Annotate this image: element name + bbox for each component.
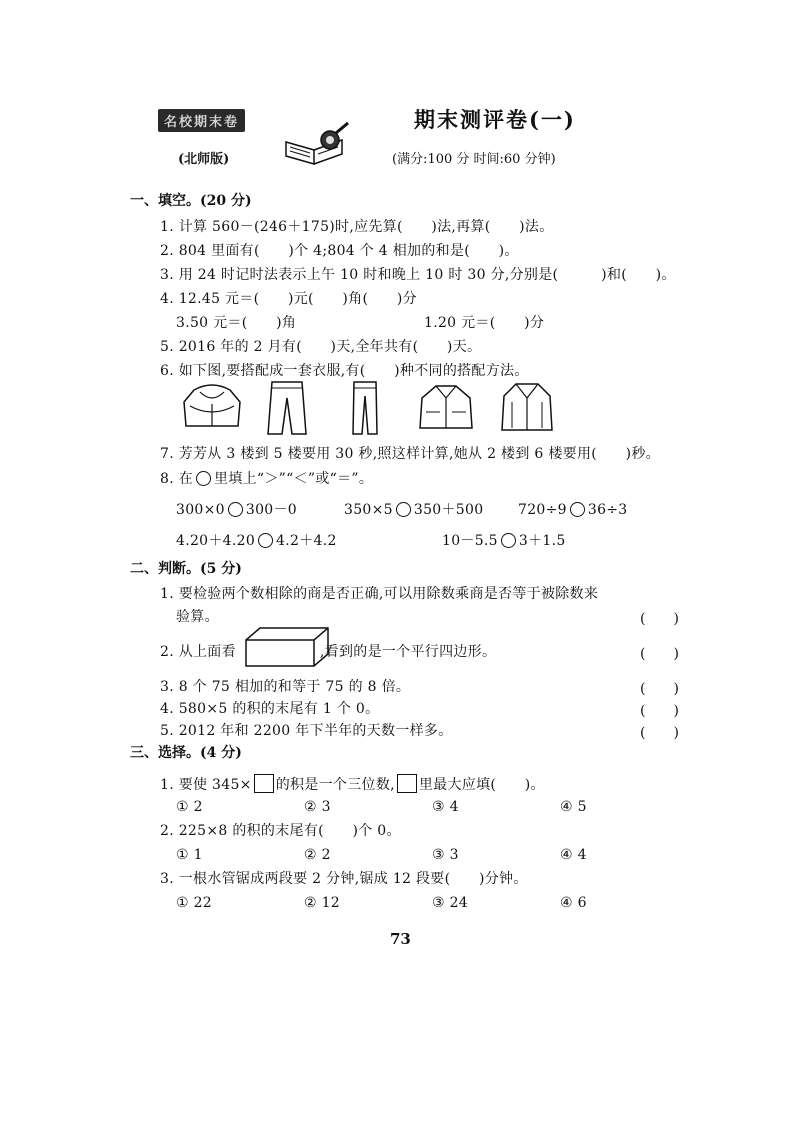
answer-circle[interactable] [258,533,273,548]
option-3-3-b[interactable]: ② 12 [304,895,341,911]
jacket-icon [418,382,474,432]
answer-circle[interactable] [228,502,243,517]
option-3-3-a[interactable]: ① 22 [176,895,213,911]
section-judge-heading: 二、判断。(5 分) [130,561,242,577]
question-2-4: 4. 580×5 的积的末尾有 1 个 0。 [160,701,380,717]
compare-item-2: 350×5 350＋500 [344,502,484,518]
answer-circle[interactable] [396,502,411,517]
pants-slim-icon [350,380,380,436]
question-1-7: 7. 芳芳从 3 楼到 5 楼要用 30 秒,照这样计算,她从 2 楼到 6 楼要用( )秒。 [160,446,660,462]
question-2-5: 5. 2012 年和 2200 年下半年的天数一样多。 [160,723,453,739]
compare-item-4: 4.20＋4.20 4.2＋4.2 [176,533,337,549]
option-3-2-c[interactable]: ③ 3 [432,847,459,863]
coat-icon [500,380,554,434]
option-3-3-d[interactable]: ④ 6 [560,895,587,911]
question-3-3: 3. 一根水管锯成两段要 2 分钟,锯成 12 段要( )分钟。 [160,871,528,887]
question-1-1: 1. 计算 560－(246＋175)时,应先算( )法,再算( )法。 [160,219,554,235]
section-fill-blank-heading: 一、填空。(20 分) [130,193,252,209]
section-choice-heading: 三、选择。(4 分) [130,745,242,761]
question-1-4a: 4. 12.45 元＝( )元( )角( )分 [160,291,417,307]
question-3-1: 1. 要使 345× 的积是一个三位数, 里最大应填( )。 [160,774,545,794]
option-3-1-d[interactable]: ④ 5 [560,799,587,815]
option-3-3-c[interactable]: ③ 24 [432,895,469,911]
question-2-2: 2. 从上面看 ,看到的是一个平行四边形。 [160,644,497,660]
answer-circle[interactable] [501,533,516,548]
option-3-2-b[interactable]: ② 2 [304,847,331,863]
edition-label: (北师版) [178,152,230,167]
question-1-2: 2. 804 里面有( )个 4;804 个 4 相加的和是( )。 [160,243,519,259]
book-magnifier-icon [282,120,352,168]
compare-item-3: 720÷9 36÷3 [518,502,628,518]
blank-box[interactable] [397,774,417,793]
option-3-1-a[interactable]: ① 2 [176,799,203,815]
question-1-8: 8. 在 里填上“＞”“＜”或“＝”。 [160,471,374,487]
blank-box[interactable] [254,774,274,793]
question-1-4b: 3.50 元＝( )角 [176,315,297,331]
option-3-1-c[interactable]: ③ 4 [432,799,459,815]
option-3-2-a[interactable]: ① 1 [176,847,203,863]
question-2-1a: 1. 要检验两个数相除的商是否正确,可以用除数乘商是否等于被除数来 [160,586,599,602]
answer-circle[interactable] [570,502,585,517]
compare-item-1: 300×0 300－0 [176,502,297,518]
option-3-2-d[interactable]: ④ 4 [560,847,587,863]
answer-paren[interactable]: ( ) [640,725,679,741]
cuboid-icon [244,626,330,670]
answer-paren[interactable]: ( ) [640,703,679,719]
series-badge: 名校期末卷 [158,109,245,132]
answer-paren[interactable]: ( ) [640,681,679,697]
page-title: 期末测评卷(一) [414,107,576,132]
answer-paren[interactable]: ( ) [640,611,679,627]
jacket-hood-icon [180,382,244,432]
compare-item-5: 10－5.5 3＋1.5 [442,533,566,549]
page-number: 73 [390,930,411,948]
question-1-6: 6. 如下图,要搭配成一套衣服,有( )种不同的搭配方法。 [160,363,529,379]
question-1-3: 3. 用 24 时记时法表示上午 10 时和晚上 10 时 30 分,分别是( )和( )。 [160,267,676,283]
option-3-1-b[interactable]: ② 3 [304,799,331,815]
pants-wide-icon [266,380,308,436]
answer-paren[interactable]: ( ) [640,646,679,662]
question-3-2: 2. 225×8 的积的末尾有( )个 0。 [160,823,401,839]
question-2-3: 3. 8 个 75 相加的和等于 75 的 8 倍。 [160,679,411,695]
exam-meta: (满分:100 分 时间:60 分钟) [392,152,556,167]
question-1-4c: 1.20 元＝( )分 [424,315,545,331]
question-2-1b: 验算。 [176,609,219,625]
question-1-5: 5. 2016 年的 2 月有( )天,全年共有( )天。 [160,339,482,355]
compare-circle-icon [196,471,211,486]
